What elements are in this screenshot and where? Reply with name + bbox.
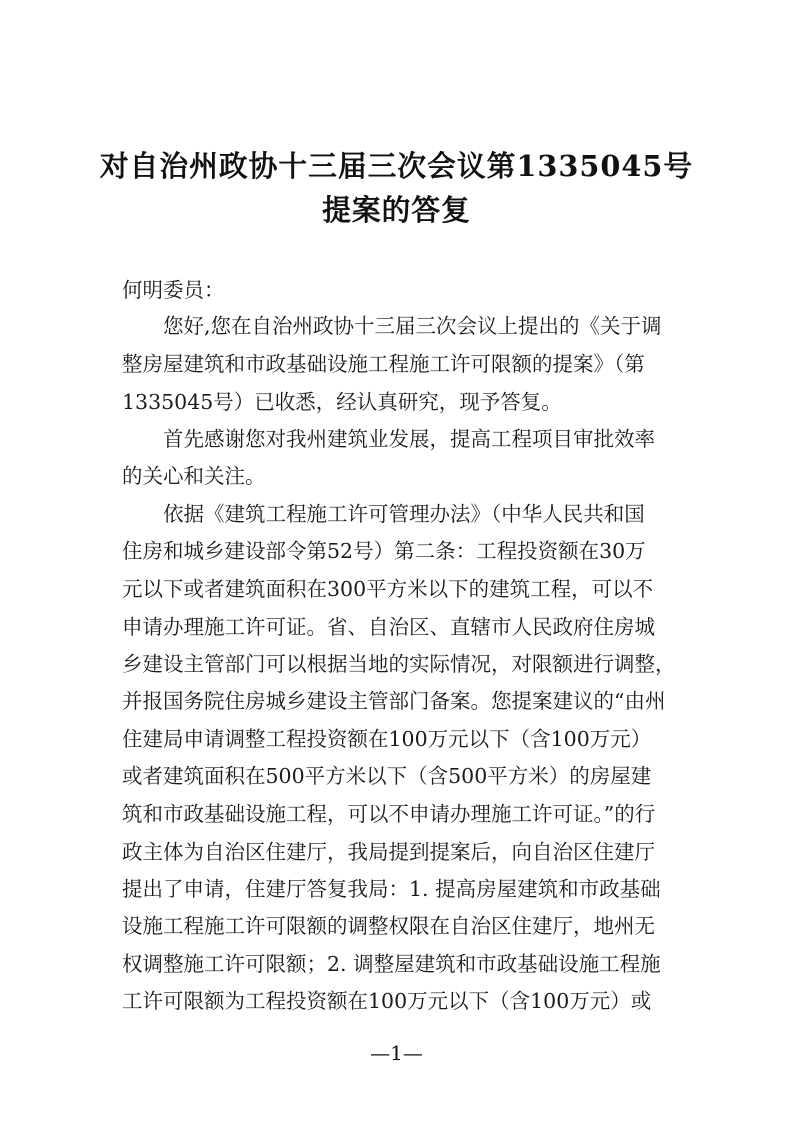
body-line: 首先感谢您对我州建筑业发展，提高工程项目审批效率	[122, 427, 655, 451]
document-title-line-1: 对自治州政协十三届三次会议第1335045号	[99, 149, 694, 183]
body-line: 乡建设主管部门可以根据当地的实际情况，对限额进行调整，	[122, 652, 676, 676]
body-line: 设施工程施工许可限额的调整权限在自治区住建厅，地州无	[122, 914, 655, 938]
body-line: 并报国务院住房城乡建设主管部门备案。您提案建议的“由州	[122, 689, 666, 713]
salutation: 何明委员：	[122, 278, 225, 302]
body-line: 筑和市政基础设施工程，可以不申请办理施工许可证。”的行	[122, 802, 656, 826]
body-line: 依据《建筑工程施工许可管理办法》（中华人民共和国	[122, 502, 645, 526]
body-line: 元以下或者建筑面积在300平方米以下的建筑工程，可以不	[122, 577, 654, 601]
body-line: 您好,您在自治州政协十三届三次会议上提出的《关于调	[122, 314, 662, 338]
body-line: 或者建筑面积在500平方米以下（含500平方米）的房屋建	[122, 764, 652, 788]
document-title-line-2: 提案的答复	[322, 193, 471, 227]
page-number: —1—	[370, 1041, 423, 1065]
body-line: 住房和城乡建设部令第52号）第二条：工程投资额在30万	[122, 539, 646, 563]
body-line: 1335045号）已收悉，经认真研究，现予答复。	[122, 390, 562, 414]
body-line: 提出了申请，住建厅答复我局：1. 提高房屋建筑和市政基础	[122, 877, 661, 901]
body-line: 权调整施工许可限额；2. 调整屋建筑和市政基础设施工程施	[122, 952, 661, 976]
body-line: 住建局申请调整工程投资额在100万元以下（含100万元）	[122, 727, 652, 751]
body-line: 的关心和关注。	[122, 464, 266, 488]
body-line: 工许可限额为工程投资额在100万元以下（含100万元）或	[122, 989, 652, 1013]
body-line: 政主体为自治区住建厅，我局提到提案后，向自治区住建厅	[122, 840, 655, 864]
body-line: 整房屋建筑和市政基础设施工程施工许可限额的提案》（第	[122, 352, 645, 376]
body-line: 申请办理施工许可证。省、自治区、直辖市人民政府住房城	[122, 615, 655, 639]
